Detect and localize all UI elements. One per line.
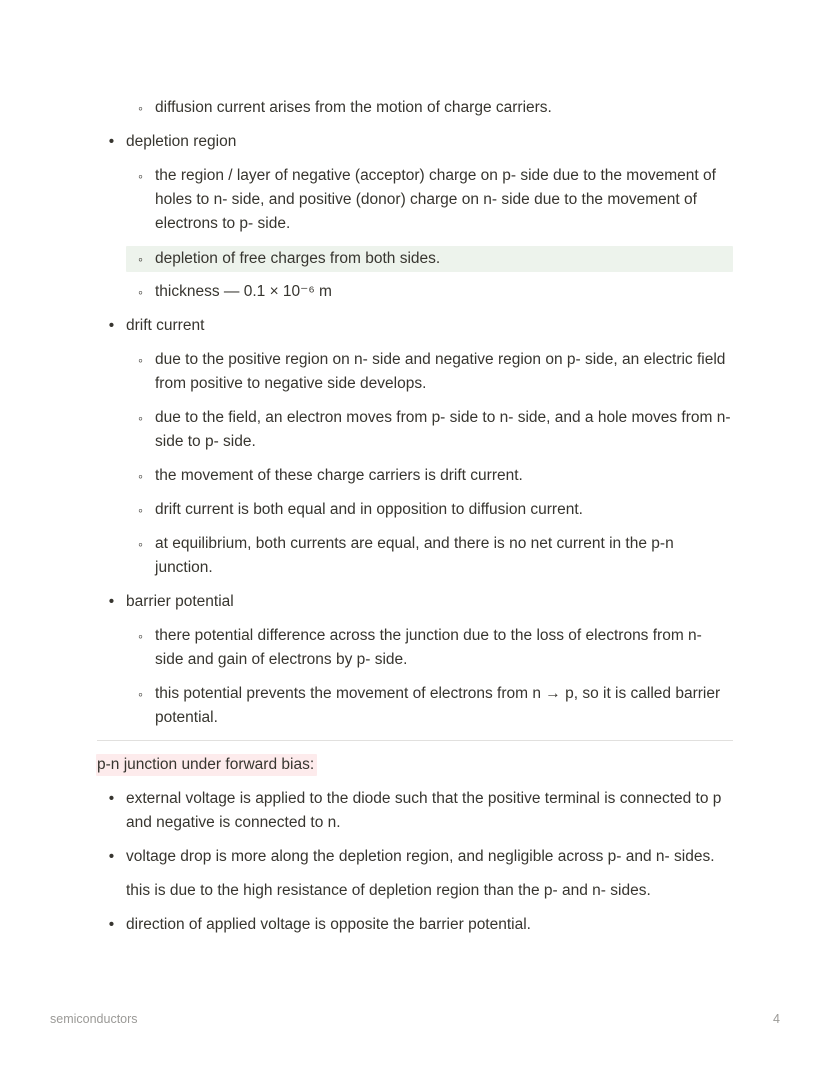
list-item: [126, 164, 733, 236]
list-item: [126, 348, 733, 396]
list-item-text: thickness — 0.1 × 10⁻⁶ m: [155, 283, 332, 300]
bullet-circle-icon: ◦: [138, 410, 143, 426]
list-item-text: at equilibrium, both currents are equal, and there is no net current in the p-n junction.: [155, 535, 674, 576]
list-item-text: drift current: [126, 317, 205, 334]
list-item-text: barrier potential: [126, 593, 234, 610]
list-item: [97, 590, 733, 614]
list-item-text: due to the positive region on n- side and negative region on p- side, an electric field from positive to negative side develops.: [155, 351, 726, 392]
list-item-text: due to the field, an electron moves from p- side to n- side, and a hole moves from n- side to p- side.: [155, 409, 731, 450]
bullet-circle-icon: ◦: [138, 686, 143, 702]
bullet-disc-icon: •: [108, 593, 115, 610]
list-item: [126, 464, 733, 488]
bullet-circle-icon: ◦: [138, 251, 143, 267]
bullet-circle-icon: ◦: [138, 284, 143, 300]
section-heading: [97, 753, 733, 777]
list-item: [126, 96, 733, 120]
bullet-disc-icon: •: [108, 790, 115, 807]
list-item: [97, 130, 733, 154]
bullet-disc-icon: •: [108, 133, 115, 150]
divider: [97, 740, 733, 741]
list-item: [97, 913, 733, 937]
list-item-text: drift current is both equal and in opposition to diffusion current.: [155, 501, 583, 518]
list-item-text: there potential difference across the junction due to the loss of electrons from n- side and gain of electrons by p- side.: [155, 627, 702, 668]
bullet-circle-icon: ◦: [138, 100, 143, 116]
list-item: [126, 498, 733, 522]
highlighted-list-item: [126, 246, 733, 272]
list-item: [97, 314, 733, 338]
page-footer: [50, 1010, 780, 1028]
footer-page-number: 4: [773, 1012, 780, 1026]
list-item-text: depletion of free charges from both sides.: [155, 250, 441, 267]
list-item-text: external voltage is applied to the diode such that the positive terminal is connected to p and negative is connected to n.: [126, 790, 722, 831]
list-item: [126, 406, 733, 454]
list-item-text: direction of applied voltage is opposite the barrier potential.: [126, 916, 531, 933]
list-item-text: voltage drop is more along the depletion region, and negligible across p- and n- sides.: [126, 848, 715, 865]
list-item: [126, 682, 733, 730]
footer-document-title: semiconductors: [50, 1012, 138, 1026]
list-item-text: the region / layer of negative (acceptor) charge on p- side due to the movement of holes to n- side, and positive (donor) charge on n- side due to the movement of electrons to p- side.: [155, 167, 716, 232]
bullet-circle-icon: ◦: [138, 536, 143, 552]
list-item: [97, 845, 733, 869]
list-item: [97, 787, 733, 835]
bullet-circle-icon: ◦: [138, 468, 143, 484]
list-item: [126, 624, 733, 672]
section-heading-highlight: p-n junction under forward bias:: [96, 754, 317, 776]
list-item-text: this potential prevents the movement of electrons from n → p, so it is called barrier potential.: [155, 685, 721, 726]
list-item: [126, 532, 733, 580]
bullet-circle-icon: ◦: [138, 502, 143, 518]
list-item-text: the movement of these charge carriers is drift current.: [155, 467, 523, 484]
bullet-disc-icon: •: [108, 317, 115, 334]
bullet-disc-icon: •: [108, 916, 115, 933]
bullet-circle-icon: ◦: [138, 168, 143, 184]
paragraph: this is due to the high resistance of depletion region than the p- and n- sides.: [126, 882, 651, 899]
bullet-circle-icon: ◦: [138, 352, 143, 368]
bullet-circle-icon: ◦: [138, 628, 143, 644]
list-item-text: diffusion current arises from the motion of charge carriers.: [155, 99, 552, 116]
list-item-text: depletion region: [126, 133, 237, 150]
list-item: [126, 280, 733, 304]
document-page: [97, 96, 733, 947]
bullet-disc-icon: •: [108, 848, 115, 865]
